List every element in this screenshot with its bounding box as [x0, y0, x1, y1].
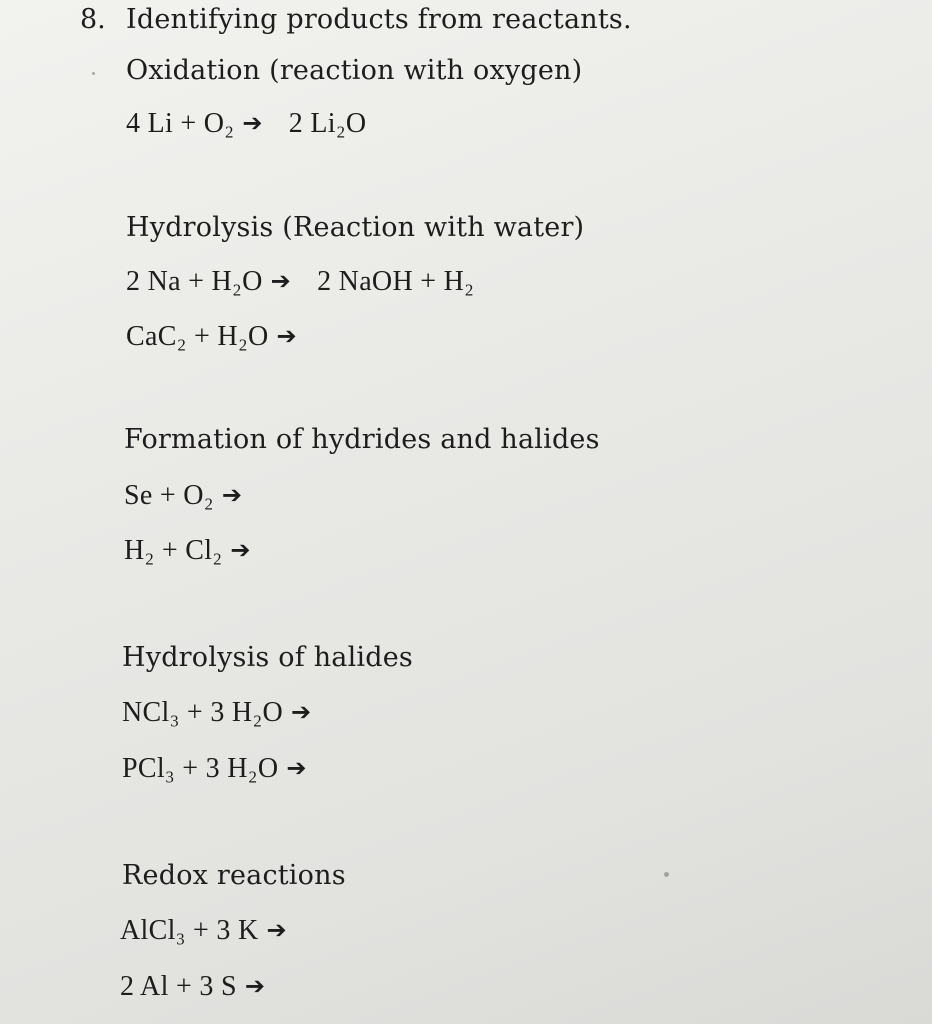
products: 2 NaOH + H₂ [317, 266, 475, 297]
section-heading-hydrides-halides: Formation of hydrides and halides [124, 424, 600, 455]
equation-ncl3-h2o [122, 697, 337, 729]
reactants: PCl₃ + 3 H₂O [122, 753, 279, 784]
arrow-icon: ➔ [230, 536, 251, 564]
equation-se-o2 [124, 480, 268, 512]
reactants: H₂ + Cl₂ [124, 535, 223, 566]
reactants: 2 Al + 3 S [120, 971, 237, 1002]
reactants: 2 Na + H₂O [126, 266, 263, 297]
question-title: Identifying products from reactants. [126, 4, 632, 35]
reactants: AlCl₃ + 3 K [120, 915, 259, 946]
equation-pcl3-h2o [122, 753, 333, 785]
question-number: 8. [80, 4, 106, 35]
reactants: CaC₂ + H₂O [126, 321, 269, 352]
equation-al-s [120, 971, 291, 1003]
paper-speck [92, 72, 95, 75]
arrow-icon: ➔ [291, 698, 312, 726]
products: 2 Li₂O [288, 108, 367, 139]
equation-cac2-h2o [126, 321, 323, 353]
equation-alcl3-k [120, 915, 313, 947]
equation-li-o2 [126, 108, 366, 140]
arrow-icon: ➔ [270, 267, 292, 295]
arrow-icon: ➔ [266, 916, 287, 944]
arrow-icon: ➔ [244, 972, 266, 1000]
section-heading-redox: Redox reactions [122, 860, 346, 891]
arrow-icon: ➔ [221, 481, 243, 509]
equation-na-h2o [126, 266, 474, 298]
arrow-icon: ➔ [276, 322, 297, 350]
section-heading-hydrolysis-halides: Hydrolysis of halides [122, 642, 413, 673]
reactants: NCl₃ + 3 H₂O [122, 697, 284, 728]
arrow-icon: ➔ [286, 754, 307, 782]
section-heading-hydrolysis: Hydrolysis (Reaction with water) [126, 212, 585, 243]
reactants: Se + O₂ [124, 480, 214, 511]
reactants: 4 Li + O₂ [126, 108, 235, 139]
arrow-icon: ➔ [242, 109, 263, 137]
paper-speck [664, 872, 669, 877]
equation-h2-cl2 [124, 535, 277, 567]
section-heading-oxidation: Oxidation (reaction with oxygen) [126, 55, 583, 86]
